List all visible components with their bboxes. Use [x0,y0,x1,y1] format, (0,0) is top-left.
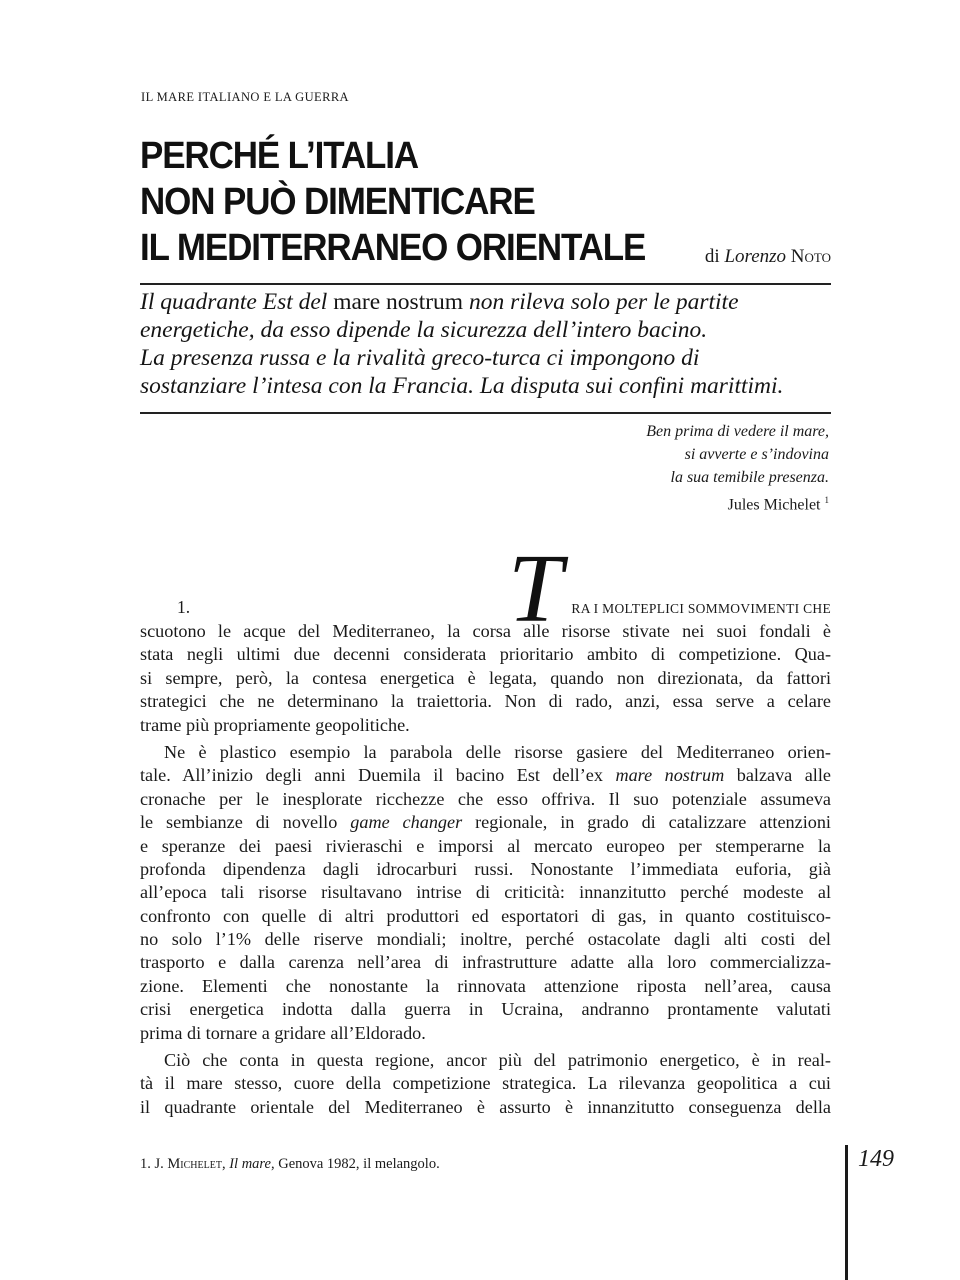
text-line: Ciò che conta in questa regione, ancor più del patrimonio energetico, è in real- [164,1050,831,1071]
abstract-line: La presenza russa e la rivalità greco-turca ci impongono di [140,345,700,371]
text-line: profonda dipendenza dagli idrocarburi russi. Nonostante l’immediata euforia, già [140,858,831,879]
opening-small-caps: RA I MOLTEPLICI SOMMOVIMENTI CHE [571,601,831,616]
byline [705,246,831,268]
page-number: 149 [858,1146,894,1172]
text-line: scuotono le acque del Mediterraneo, la corsa alle risorse stivate nei suoi fondali è [140,621,831,641]
epigraph-line: la sua temibile presenza. [670,469,829,486]
title-line: NON PUÒ DIMENTICARE [140,181,535,223]
text-line: trame più propriamente geopolitiche. [140,714,410,735]
author-surname: Noto [790,246,831,267]
text-line: strategici che ne determinano la traiettoria. Non di rado, anzi, essa serve a celare [140,691,831,712]
article-title [140,133,645,271]
abstract-line: energetiche, da esso dipende la sicurezza dell’intero bacino. [140,317,708,343]
footnote: 1. J. Michelet, Il mare, Genova 1982, il melangolo. [140,1156,440,1172]
text-line: il quadrante orientale del Mediterraneo è assurto è innanzitutto conseguenza della [140,1096,831,1117]
text-line: zione. Elementi che nonostante la rinnovata attenzione riposta nell’area, causa [140,975,831,996]
bottom-rule [140,412,831,414]
top-rule [140,283,831,285]
page-edge-bar [845,1145,848,1280]
running-head: IL MARE ITALIANO E LA GUERRA [141,90,349,104]
text-line: cronache per le inesplorate ricchezze che esso offriva. Il suo potenziale assumeva [140,788,831,809]
text-line: prima di tornare a gridare all’Eldorado. [140,1022,426,1043]
epigraph-line: Ben prima di vedere il mare, [646,423,829,440]
section-number: 1. [177,597,191,617]
text-line: si sempre, però, la contesa energetica è legata, quando non direzionata, da fattori [140,667,831,688]
abstract [140,288,840,400]
epigraph-author: Jules Michelet $^1$ [727,495,829,514]
footnote-ref[interactable]: 1 [824,495,829,505]
title-line: PERCHÉ L’ITALIA [140,135,419,177]
text-line: all’epoca tali risorse risultavano intrise di criticità: innanzitutto perché modeste al [140,882,831,903]
text-line: crisi energetica indotta dalla guerra in Ucraina, andranno prontamente valutati [140,999,831,1020]
text-line: no solo l’1% delle riserve mondiali; inoltre, perché ostacolate dagli alti costi del [140,929,831,950]
epigraph [646,420,829,516]
byline-prefix: di [704,246,720,267]
title-line: IL MEDITERRANEO ORIENTALE [140,227,646,269]
text-line: confronto con quelle di altri produttori ed esportatori di gas, in quanto costituisco- [140,905,831,926]
text-line: le sembianze di novello game changer regionale, in grado di catalizzare attenzioni [140,812,831,833]
drop-cap: T [508,535,563,643]
text-line: tale. All’inizio degli anni Duemila il bacino Est dell’ex mare nostrum balzava alle [140,765,831,786]
author-name: Lorenzo [724,246,787,267]
text-line: tà il mare stesso, cuore della competizione strategica. La rilevanza geopolitica a cui [140,1073,831,1094]
text-line: stata negli ultimi due decenni considerata prioritario ambito di competizione. Qua- [140,644,831,665]
abstract-line: sostanziare l’intesa con la Francia. La disputa sui confini marittimi. [140,373,784,399]
epigraph-line: si avverte e s’indovina [684,446,829,463]
text-line: Ne è plastico esempio la parabola delle risorse gasiere del Mediterraneo orien- [164,741,831,762]
abstract-line: Il quadrante Est del mare nostrum non rileva solo per le partite [140,289,739,315]
body-text [140,620,831,1119]
text-line: trasporto e dalla carenza nell’area di infrastrutture adatte alla loro commercializza- [140,952,831,973]
text-line: e speranze dei paesi rivieraschi e imporsi al mercato europeo per stemperarne la [140,835,831,856]
